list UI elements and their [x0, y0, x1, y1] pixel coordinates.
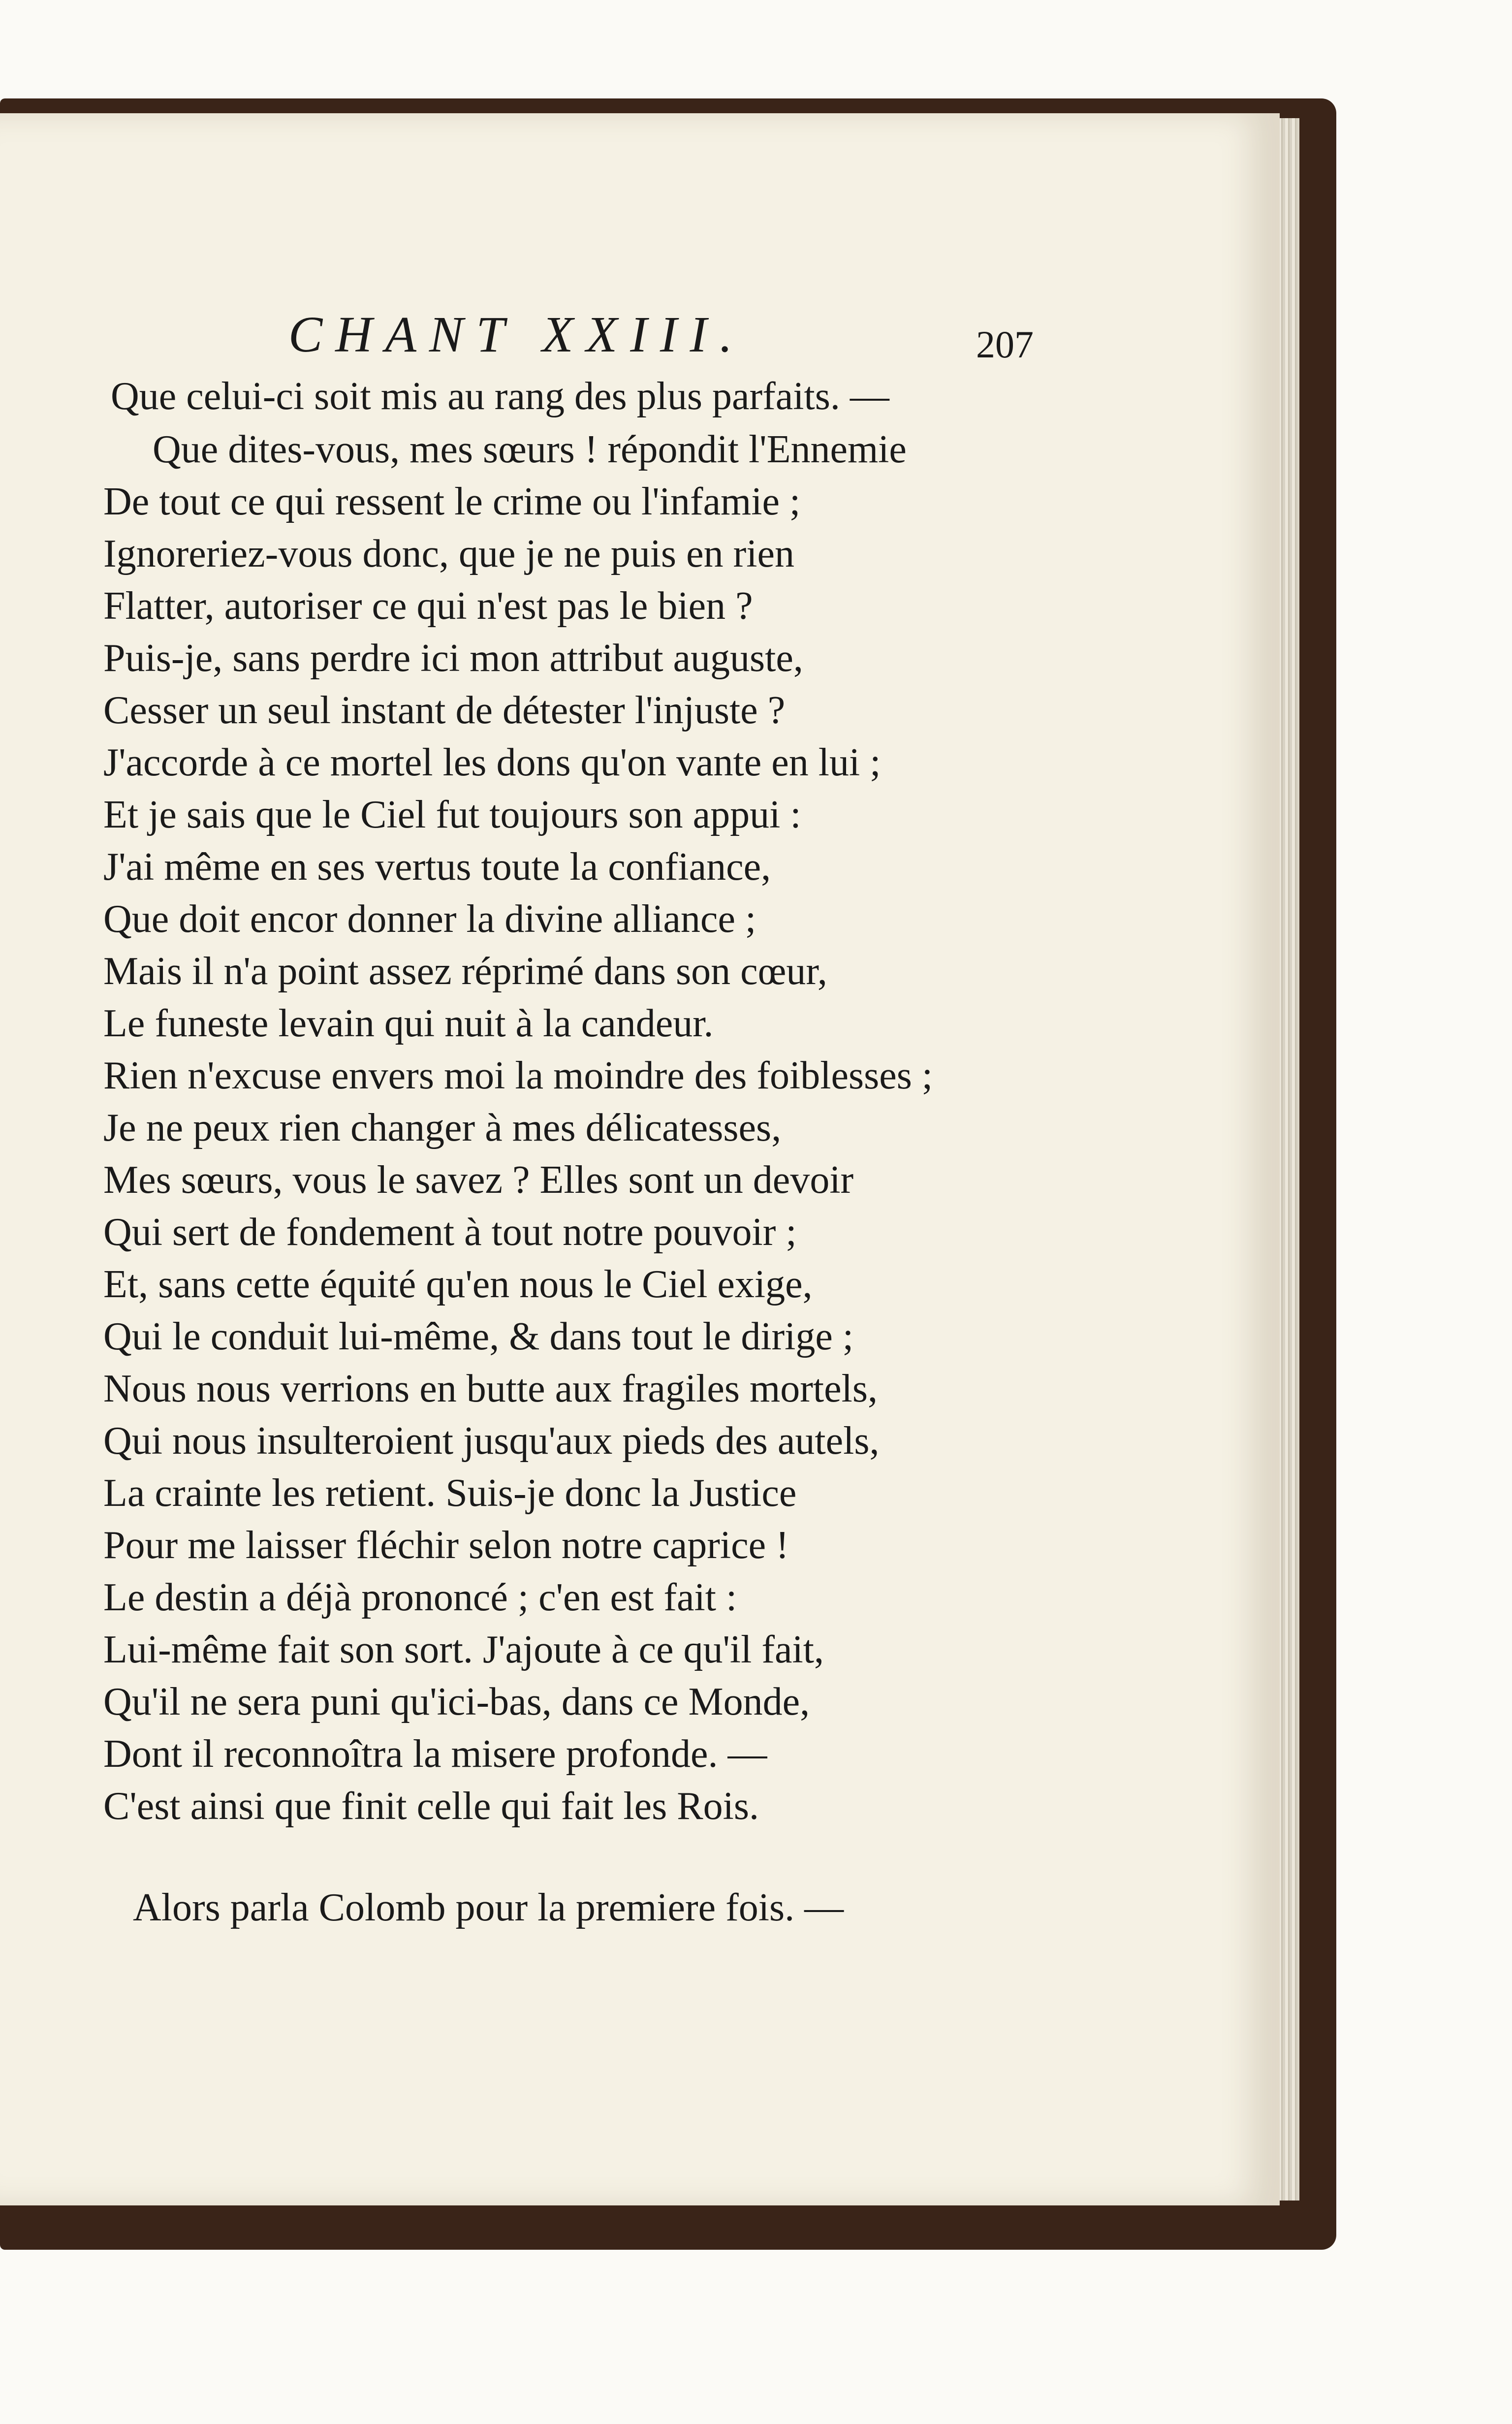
- verse-line: Que doit encor donner la divine alliance ;: [103, 897, 756, 941]
- verse-line: Le destin a déjà prononcé ; c'en est fait :: [103, 1576, 737, 1619]
- verse-line: Mes sœurs, vous le savez ? Elles sont un devoir: [103, 1158, 854, 1202]
- verse-line: Qui sert de fondement à tout notre pouvoir ;: [103, 1211, 797, 1254]
- verse-line: Et je sais que le Ciel fut toujours son appui :: [103, 793, 801, 836]
- verse-line: Rien n'excuse envers moi la moindre des foiblesses ;: [103, 1054, 933, 1097]
- verse-line: J'accorde à ce mortel les dons qu'on vante en lui ;: [103, 741, 881, 784]
- verse-line: De tout ce qui ressent le crime ou l'infamie ;: [103, 480, 801, 523]
- verse-line: Qui le conduit lui-même, & dans tout le dirige ;: [103, 1315, 854, 1358]
- verse-line: Que dites-vous, mes sœurs ! répondit l'Ennemie: [153, 428, 907, 471]
- verse-line: Puis-je, sans perdre ici mon attribut auguste,: [103, 637, 803, 680]
- verse-line: J'ai même en ses vertus toute la confiance,: [103, 845, 771, 889]
- verse-line: Nous nous verrions en butte aux fragiles mortels,: [103, 1367, 878, 1410]
- verse-line: Et, sans cette équité qu'en nous le Ciel exige,: [103, 1263, 813, 1306]
- verse-line: Cesser un seul instant de détester l'injuste ?: [103, 689, 786, 732]
- verse-line: Ignoreriez-vous donc, que je ne puis en rien: [103, 532, 794, 575]
- verse-line: Lui-même fait son sort. J'ajoute à ce qu'il fait,: [103, 1628, 824, 1671]
- verse-line: Le funeste levain qui nuit à la candeur.: [103, 1002, 714, 1045]
- verse-line: La crainte les retient. Suis-je donc la Justice: [103, 1471, 797, 1515]
- verse-block: [103, 423, 1039, 1832]
- verse-line: Je ne peux rien changer à mes délicatesses,: [103, 1106, 782, 1149]
- closing-verse-line: Alors parla Colomb pour la premiere fois. —: [133, 1886, 844, 1929]
- lead-verse-line: Que celui-ci soit mis au rang des plus parfaits. —: [111, 375, 889, 418]
- verse-line: Dont il reconnoîtra la misere profonde. —: [103, 1732, 767, 1776]
- verse-line: C'est ainsi que finit celle qui fait les Rois.: [103, 1785, 759, 1828]
- running-header: CHANT XXIII.: [288, 306, 746, 363]
- verse-line: Mais il n'a point assez réprimé dans son cœur,: [103, 950, 827, 993]
- verse-line: Qui nous insulteroient jusqu'aux pieds des autels,: [103, 1419, 880, 1463]
- verse-line: Qu'il ne sera puni qu'ici-bas, dans ce Monde,: [103, 1680, 810, 1723]
- verse-line: Pour me laisser fléchir selon notre caprice !: [103, 1524, 789, 1567]
- verse-line: Flatter, autoriser ce qui n'est pas le bien ?: [103, 584, 753, 628]
- page-number: 207: [976, 323, 1034, 366]
